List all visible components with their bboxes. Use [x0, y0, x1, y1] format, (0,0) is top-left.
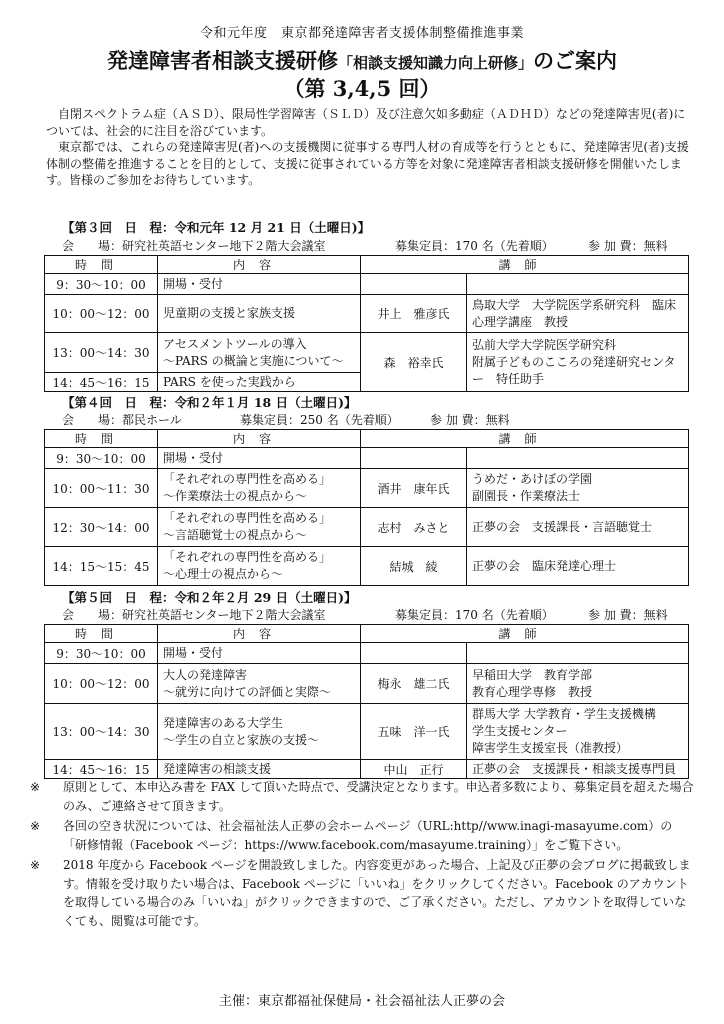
row-content: PARS を使った実践から [158, 373, 361, 392]
note-text: 各回の空き状況については、社会福祉法人正夢の会ホームページ（URL:http//www.inagi-masayume.com）の「研修情報（Facebook ページ：https://www.facebook.com/masayume.training）」をご覧下さい。 [63, 819, 673, 852]
row-lecturer-affiliation: うめだ・あけぼの学園 副園長・作業療法士 [467, 469, 689, 508]
note-item [30, 817, 694, 854]
session-4-table [44, 429, 689, 586]
row-time: 9：30〜10：00 [45, 643, 158, 664]
table-row [45, 760, 689, 779]
row-time: 9：30〜10：00 [45, 448, 158, 469]
row-time: 14：45〜16：15 [45, 760, 158, 779]
note-mark: ※ [30, 858, 41, 872]
header-content: 内容 [158, 625, 361, 643]
row-lecturer-name [361, 274, 467, 295]
row-lecturer-affiliation: 弘前大学大学院医学研究科 附属子どものこころの発達研究センター 特任助手 [467, 333, 689, 392]
session-3-capacity: 募集定員：170 名（先着順） [395, 239, 554, 253]
session-5-venue: 会 場：研究社英語センター地下２階大会議室 [62, 608, 326, 622]
intro-paragraph: 自閉スペクトラム症（ＡＳＤ）、限局性学習障害（ＳＬＤ）及び注意欠如多動症（ＡＤＨＤ）などの発達障害児(者)については、社会的に注目を浴びています。 [46, 107, 686, 138]
header-time: 時間 [45, 430, 158, 448]
project-name: 令和元年度 東京都発達障害者支援体制整備推進事業 [199, 26, 524, 41]
row-lecturer-name: 志村 みさと [361, 508, 467, 547]
row-content: 開場・受付 [158, 274, 361, 295]
row-time: 14：15〜15：45 [45, 547, 158, 586]
row-lecturer-affiliation: 鳥取大学 大学院医学系研究科 臨床心理学講座 教授 [467, 295, 689, 333]
row-lecturer-name: 梅永 雄二氏 [361, 664, 467, 704]
row-lecturer-name [361, 448, 467, 469]
header-lecturer: 講師 [361, 625, 689, 643]
session-5-table [44, 624, 689, 779]
note-text: 原則として、本申込み書を FAX して頂いた時点で、受講決定となります。申込者多数により、募集定員を超えた場合のみ、ご連絡させて頂きます。 [63, 780, 694, 813]
table-header-row [45, 256, 689, 274]
organizer-footer: 主催：東京都福祉保健局・社会福祉法人正夢の会 [218, 994, 505, 1009]
intro-paragraph: 東京都では、これらの発達障害児(者)への支援機関に従事する専門人材の育成等を行うとともに、発達障害児(者)支援体制の整備を推進することを目的として、支援に従事されている方等を対象に発達障害者相談支援研修を開催いたします。皆様のご参加をお待ちしています。 [46, 140, 689, 187]
table-row [45, 469, 689, 508]
title-main: 発達障害者相談支援研修 [106, 48, 338, 73]
table-row [45, 295, 689, 333]
row-time: 13：00〜14：30 [45, 333, 158, 373]
row-content: 大人の発達障害 〜就労に向けての評価と実際〜 [158, 664, 361, 704]
table-row [45, 333, 689, 373]
header-time: 時間 [45, 625, 158, 643]
session-4-fee: 参 加 費：無料 [430, 413, 510, 427]
page-title [0, 45, 724, 75]
row-lecturer-name: 五味 洋一氏 [361, 704, 467, 760]
row-lecturer-affiliation: 正夢の会 臨床発達心理士 [467, 547, 689, 586]
session-5-date: 【第５回 日 程：令和２年２月 29 日（土曜日)】 [62, 590, 357, 605]
row-time: 13：00〜14：30 [45, 704, 158, 760]
row-lecturer-name: 井上 雅彦氏 [361, 295, 467, 333]
notes-section [30, 778, 694, 932]
row-lecturer-name: 結城 綾 [361, 547, 467, 586]
row-lecturer-affiliation [467, 274, 689, 295]
intro-text [46, 106, 692, 189]
row-lecturer-affiliation: 正夢の会 支援課長・言語聴覚士 [467, 508, 689, 547]
table-row [45, 704, 689, 760]
row-lecturer-name: 酒井 康年氏 [361, 469, 467, 508]
row-lecturer-affiliation: 正夢の会 支援課長・相談支援専門員 [467, 760, 689, 779]
session-4-venue: 会 場：都民ホール [62, 413, 182, 427]
table-row [45, 274, 689, 295]
row-content: 開場・受付 [158, 448, 361, 469]
session-4-date: 【第４回 日 程：令和２年１月 18 日（土曜日)】 [62, 395, 357, 410]
session-5-capacity: 募集定員：170 名（先着順） [395, 608, 554, 622]
table-header-row [45, 625, 689, 643]
row-lecturer-affiliation: 群馬大学 大学教育・学生支援機構 学生支援センター 障害学生支援室長（准教授） [467, 704, 689, 760]
header-content: 内容 [158, 430, 361, 448]
session-3-table [44, 255, 689, 392]
title-end: のご案内 [533, 48, 617, 73]
row-lecturer-affiliation [467, 643, 689, 664]
note-mark: ※ [30, 780, 41, 794]
row-content: 発達障害の相談支援 [158, 760, 361, 779]
row-time: 10：00〜11：30 [45, 469, 158, 508]
session-3-date: 【第３回 日 程：令和元年 12 月 21 日（土曜日)】 [62, 220, 371, 235]
session-4-capacity: 募集定員：250 名（先着順） [240, 413, 399, 427]
row-lecturer-affiliation [467, 448, 689, 469]
row-content: アセスメントツールの導入 〜PARS の概論と実施について〜 [158, 333, 361, 373]
row-lecturer-name [361, 643, 467, 664]
table-header-row [45, 430, 689, 448]
note-text: 2018 年度から Facebook ページを開設致しました。内容変更があった場合、上記及び正夢の会ブログに掲載致します。情報を受け取りたい場合は、Facebook ページに「いいね」をクリックしてください。Facebook のアカウントを取得している場合のみ「いいね」がクリックできますので、ご了承ください。ただし、アカウントを取得していなくても、閲覧は可能です。 [63, 858, 691, 928]
header-content: 内容 [158, 256, 361, 274]
note-item [30, 856, 694, 930]
row-time: 12：30〜14：00 [45, 508, 158, 547]
row-content: 児童期の支援と家族支援 [158, 295, 361, 333]
table-row [45, 547, 689, 586]
row-time: 10：00〜12：00 [45, 295, 158, 333]
header-time: 時間 [45, 256, 158, 274]
table-row [45, 664, 689, 704]
header-lecturer: 講師 [361, 430, 689, 448]
row-time: 10：00〜12：00 [45, 664, 158, 704]
session-5-fee: 参 加 費：無料 [588, 608, 668, 622]
page-subtitle: （第 3,4,5 回） [283, 76, 441, 101]
row-content: 開場・受付 [158, 643, 361, 664]
row-time: 9：30〜10：00 [45, 274, 158, 295]
row-content: 「それぞれの専門性を高める」 〜作業療法士の視点から〜 [158, 469, 361, 508]
note-mark: ※ [30, 819, 41, 833]
row-lecturer-name: 中山 正行 [361, 760, 467, 779]
row-content: 「それぞれの専門性を高める」 〜心理士の視点から〜 [158, 547, 361, 586]
table-row [45, 643, 689, 664]
session-3-fee: 参 加 費：無料 [588, 239, 668, 253]
session-3-venue: 会 場：研究社英語センター地下２階大会議室 [62, 239, 326, 253]
row-lecturer-name: 森 裕幸氏 [361, 333, 467, 392]
title-sub: 「相談支援知識力向上研修」 [337, 54, 533, 72]
row-content: 発達障害のある大学生 〜学生の自立と家族の支援〜 [158, 704, 361, 760]
table-row [45, 448, 689, 469]
row-time: 14：45〜16：15 [45, 373, 158, 392]
note-item [30, 778, 694, 815]
header-lecturer: 講師 [361, 256, 689, 274]
row-content: 「それぞれの専門性を高める」 〜言語聴覚士の視点から〜 [158, 508, 361, 547]
table-row [45, 508, 689, 547]
row-lecturer-affiliation: 早稲田大学 教育学部 教育心理学専修 教授 [467, 664, 689, 704]
